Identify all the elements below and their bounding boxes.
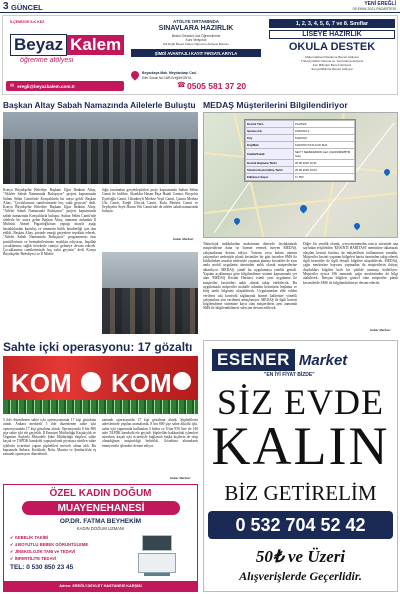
machine-base <box>144 573 170 576</box>
article-altay <box>3 100 198 335</box>
ad-right-block <box>269 19 395 93</box>
clinic-service-label: JİNEKOLOJİK TANI ve TEDAVİ <box>14 549 76 554</box>
esener-brand2: Market <box>298 351 348 369</box>
article-col1: Teknolojik imkânlardan maksimum düzeyde faydalanarak müşterilerine daha iyi hizmet vermek isteyen MEDAŞ, çalışmalarına devam ediyor. Yatırım veya bakım onarım çalışmaları nedeniyle planlı kesintiler bir gün önceden SMS ile bildirilirken arızalar nedeniyle yaşanan plansız kesintiler de aynı anda mobil uygulama üzerinden anlık olarak müşterilerine aktarılıyor. MEDAŞ, şimdi bu uygulamaya yenilik getirdi. Yapılan açıklamaya göre bilgilendirme sistemi kapsamında yer alan 'MEDAŞ Kesinti Haritası' isimli yeni uygulama ile müşteriler kesintileri anlık olarak takip edebilecek. Bu uygulamada müşteriler mahalle adından kesintinin başlama ve bitiş tarihi bilgisine ulaşabilecek. Uygulamadan elde edilen verilerin sıkı kontrolü sağlanarak hizmet kalitesine yönelik çalışmalara yön verilmesi amaçlanıyor. MEDAŞ ile ilgili kesinti bilgilendirme sistemine kayıt olan müşterilerin aynı zamanda SMS ile bilgilendirilmesi sürecine devam edilecek. <box>203 242 297 311</box>
form-label: Etkilenen Sayısı <box>246 174 294 181</box>
article-col2: lüğü tarafından gerçekleştirilen proje kapsamında Sultan Selim Camii ile birlikte, Alaeddin Hasan Paşa Hatali Camisi, Beyşehir Eşrefoğlu Camii, Cihanbeyli Merkez Yeşil Camii, Çumra Merkez Ulu Camii, Ereğli Ulucuk Camii, Kulu Merkez Camii ve Seydişehir Seyit Harun Veli Camii'nde de aileler sabah namazında buluştu. <box>102 188 198 214</box>
ad-address1: Beyazkaya Mah. Meydanbaşı Cad. <box>142 71 197 75</box>
form-label: Tahmini Kesinti Bitiş Tarihi <box>246 167 294 174</box>
clinic-service-item <box>10 556 120 561</box>
ad-right-line: Türkçeyi Etkin Okuma ve Yorumlama Atölyesi <box>300 59 364 63</box>
clinic-title1: ÖZEL KADIN DOĞUM <box>49 488 152 499</box>
ad-address2: Eller Sokak No:15/B Ereğli/KONYA <box>142 75 192 80</box>
table-row <box>246 174 355 181</box>
esener-line1: SİZ EVDE <box>217 382 384 422</box>
form-value: KARATAY-1 <box>293 128 354 135</box>
page-number: 3 <box>3 1 9 12</box>
table-row <box>246 142 355 149</box>
clinic-title2-bar <box>22 501 180 515</box>
esener-brand: ESENER <box>212 349 295 371</box>
ad-right-line: Fen Bilimleri Beceri Atölyesi <box>312 63 352 67</box>
outage-info-panel <box>244 119 356 182</box>
form-label: İşletme Adı <box>246 128 294 135</box>
table-row <box>246 121 355 128</box>
form-label: Köy <box>246 135 294 142</box>
issue-date: 05 EKİM 2021 PAZARTESİ <box>352 6 396 11</box>
police-banner-photo <box>3 356 198 414</box>
article-photo-2 <box>102 252 198 334</box>
table-row <box>246 160 355 167</box>
bottles-row <box>3 400 198 414</box>
ad-email: eregli@beyazkalem.com.tr <box>17 83 76 89</box>
table-row <box>246 167 355 174</box>
check-icon: ✔ <box>10 535 15 540</box>
beyaz-logo <box>10 35 120 55</box>
ad-grades: 1, 2, 3, 4, 5, 6, 7 ve 8. Sınıflar <box>269 19 395 28</box>
ad-right-line: Sosyal Bilimler Beceri Atölyesi <box>311 67 353 71</box>
check-icon: ✔ <box>10 549 15 554</box>
clinic-service-label: GEBELİK TAKİBİ <box>14 535 49 540</box>
outage-map <box>203 112 398 238</box>
esener-logo <box>212 349 390 371</box>
ad-clinic <box>3 484 198 592</box>
ad-email-bar <box>6 81 124 91</box>
form-value: 25.06.2020 10:31 <box>293 160 354 167</box>
article-source: Haber Merkezi <box>170 476 191 480</box>
ad-phone: 0505 581 37 20 <box>187 81 247 91</box>
form-value: KARATAY/TATLICAK Mah <box>293 142 354 149</box>
esener-footer: Alışverişlerde Geçerlidir. <box>239 569 362 583</box>
clinic-address: Adres: EREĞLİ DEVLET HASTANESİ KARŞISI <box>59 584 142 588</box>
article-source: Haber Merkezi <box>370 328 391 332</box>
mail-icon: ✉ <box>10 83 15 89</box>
brand-name: YENİ EREĞLİ <box>364 0 396 7</box>
machine-screen <box>142 535 172 551</box>
ad-center-title2: SINAVLARA HAZIRLIK <box>158 25 234 32</box>
esener-line3: BİZ GETİRELİM <box>224 481 377 505</box>
article-col2: Diğer bir yenilik olarak; www.meramedas.com.tr sitesinde ana sayfadan erişilebilen 'KESİNTİ HARİTASI' menüsüne tıklanarak ulaşılan kesinti haritası da müşterilerin kullanımına sunuldu. Müşteriler kesinti yaşanan bölgeleri harita üzerinden takip ederek ilgili kesintiler ile ilgili detaylı bilgilere ulaşabilecek. MEDAŞ, çağrı merkezine başvuru yapmadan da müşterilerin ihtiyaç duydukları bilgileri hızlı bir şekilde sunmayı hedefliyor. Müşteriler ayrıca 186 numaralı çağrı merkezinden de bilgi alabilecek. İletişim bilgileri güncel olan müşteriler planlı kesintilerde SMS ile bilgilendirilmeye devam edecek. <box>303 242 398 285</box>
article-photo <box>3 112 198 184</box>
flag-crescent-icon <box>81 372 101 392</box>
clinic-title2: MUAYENEHANESİ <box>57 502 145 514</box>
ad-subtitle: öğrenme atölyesi <box>20 57 74 64</box>
form-label: Kesinti Başlama Tarihi <box>246 160 294 167</box>
ad-center-line: Kurs Veriyoruz <box>185 38 207 42</box>
form-value: 0 / 550 <box>293 174 354 181</box>
ad-esener-market <box>203 340 398 592</box>
check-icon: ✔ <box>10 542 15 547</box>
ad-right-line: Matematiksel Düşünme Beceri Atölyesi <box>305 55 359 59</box>
esener-phone: 0 532 704 52 42 <box>235 514 366 535</box>
article-sahte-icki <box>3 340 198 422</box>
clinic-phone: TEL: 0 530 850 23 45 <box>10 564 74 571</box>
form-label: Köy/Mah <box>246 142 294 149</box>
clinic-service-label: İNFERTİLİTE TEDAVİ <box>14 556 57 561</box>
article-medas <box>203 100 398 335</box>
ad-center-line: İlkokul Ortaokul Lise Öğrencilerine <box>171 34 221 38</box>
clinic-service-label: 4 BOYUTLU BEBEK GÖRÜNTÜLEME <box>14 542 89 547</box>
clinic-address-bar <box>4 581 197 591</box>
form-value: KARATAY <box>293 135 354 142</box>
table-row <box>246 149 355 160</box>
article-headline: MEDAŞ Müşterilerini Bilgilendiriyor <box>203 100 348 110</box>
article-bottom-col2: zamanlı operasyonda 17 kişi gözaltına alındı. Şüphelilerin adreslerinde yapılan aramalarda, 8 bin 800 şişe sahte alkollü içki, sahte içki yapımında kullanılan 3 bidon ve 8 bin 950 litre ile 140 adet TAPDK bandrolü ele geçirdi. Şüpheliler hakkındaki işlemleri sürerken, kaçak içki ticaretiyle bağlantılı başka kişilerin de olup olmadığının araştırıldığı belirtildi. Gözaltına alınanların emniyetteki işlemleri devam ediyor. <box>102 418 198 448</box>
photo-people-2 <box>102 288 198 334</box>
ad-center-line: Sül Değil Beyaz Kalem Öğrenme Atölyesi Bulunur <box>162 42 230 46</box>
photo-people <box>3 139 198 184</box>
ad-lise: LİSEYE HAZIRLIK <box>269 30 395 39</box>
table-row <box>246 135 355 142</box>
esener-price: 50₺ ve Üzeri <box>255 547 346 566</box>
section-name: GÜNCEL <box>11 2 43 12</box>
check-icon: ✔ <box>10 556 15 561</box>
clinic-service-item <box>10 535 120 540</box>
phone-icon: ☎ <box>177 82 186 89</box>
clinic-doctor: OP.DR. FATMA BEYHEKİM <box>59 518 142 525</box>
machine-body <box>138 553 176 573</box>
logo-word-kalem: Kalem <box>67 35 124 55</box>
article-col1: Konya Büyükşehir Belediye Başkanı Uğur İbrahim Altay, "Akleler Sabah Namazında Buluşuyor" projesi kapsamında Sultan Selim Camii'nde Konyalılarla bir araya geldi. Başkan Altay, "Çocuklarımız camilerimizde hoş vakit geçirsin" dedi. Konya Büyükşehir Belediye Başkanı Uğur İbrahim Altay, "Aileler Sabah Namazında Buluşuyor" projesi kapsamında sabah namazında Konyalılarla buluştu. Sultan Selim Camii'nde ailelerle bir araya gelen Başkan Altay, namazın ardından İl Müftüsü Ahmet Pagarioğlu'nun yaptığı duayla aşağı hastalıklardan kurtuluş ve ümmetin birlik beraberliği için dua edildi. Başkan Altay, projede emeği geçenlere teşekkür ederek, "Aileler Sabah Namazında Buluşuyor" programımızı tüm pozitiflerimiz ve hemşehrilerimize teşekkür ediyoruz. İnşallah çocuklarımız sağlık bereketle camiye gelmeye devam edecek. Çocuklarımız camilerimizde hoş vakit geçirsin" dedi. Konya Büyükşehir Belediyesi ve İl Müftü- <box>3 188 96 257</box>
clinic-service-item <box>10 549 120 554</box>
table-row <box>246 128 355 135</box>
form-label: Cadde/Sokak <box>246 149 294 160</box>
article-bottom-col1: 5 ilde düzenlenen sahte içki operasyonunda 17 kişi gözaltına alındı. Ankara merkezli 5 ilde düzenlenen sahte içki operasyonunda 17 kişi gözaltına alındı. Operasyonda 8 bin 800 şişe sahte içki ele geçirildi. İl Emniyet Müdürlüğü Kaçakçılık ve Organize Suçlarla Mücadele Şube Müdürlüğü ekipleri, sahte kaçak ve TAPDK bandrolü yapıştırılarak piyasaya sürülen sahte içkilerin ticaretini yapan şüphelileri mercek altına aldı. Bu kapsamda Ankara, Kırıkkale, Bolu, Manisa ve Şanlıurfa'da eş zamanlı operasyon düzenlendi. <box>3 418 96 457</box>
article-source: Haber Merkezi <box>173 237 194 241</box>
article-headline: Sahte içki operasyonu: 17 gözaltı <box>3 340 193 354</box>
form-label: Kesinti Türü <box>246 121 294 128</box>
ultrasound-machine-icon <box>132 535 184 577</box>
esener-phone-bar <box>208 511 393 539</box>
ad-center-banner: ŞİMDİ AVANTAJLI KAYIT FIRSATLARIYLA <box>131 49 261 57</box>
form-value: 25.06.2020 19:03 <box>293 167 354 174</box>
form-value: PLANSIZ <box>293 121 354 128</box>
article-headline: Başkan Altay Sabah Namazında Ailelerle Buluştu <box>3 100 196 110</box>
banner-text-right: KOM <box>111 368 172 398</box>
clinic-services <box>10 535 120 563</box>
esener-line2: KALIN <box>211 416 390 476</box>
flag-crescent-icon <box>173 372 191 390</box>
ad-logo-block <box>6 19 124 93</box>
form-value: SEYİT ŞEREFEDDİN Cad. (ÇENSİMİZ/BTM Sok) <box>293 149 354 160</box>
ad-top-tag: İLÇEMİZDE İLK KEZ <box>10 20 45 24</box>
clinic-dept: KADIN DOĞUM UZMANI <box>76 526 125 531</box>
banner-text-left: KOM <box>11 368 72 398</box>
ad-center-title1: ATÖLYE ORTAMINDA <box>173 19 219 24</box>
esener-slogan: "EN İYİ FİYAT BİZDE" <box>264 372 315 378</box>
logo-word-beyaz: Beyaz <box>10 34 67 56</box>
ad-center-block <box>131 19 261 93</box>
page-header <box>0 0 400 13</box>
clinic-service-item <box>10 542 120 547</box>
location-pin-icon <box>129 69 140 80</box>
ad-beyaz-kalem <box>2 15 398 95</box>
ad-okula: OKULA DESTEK <box>288 41 376 53</box>
